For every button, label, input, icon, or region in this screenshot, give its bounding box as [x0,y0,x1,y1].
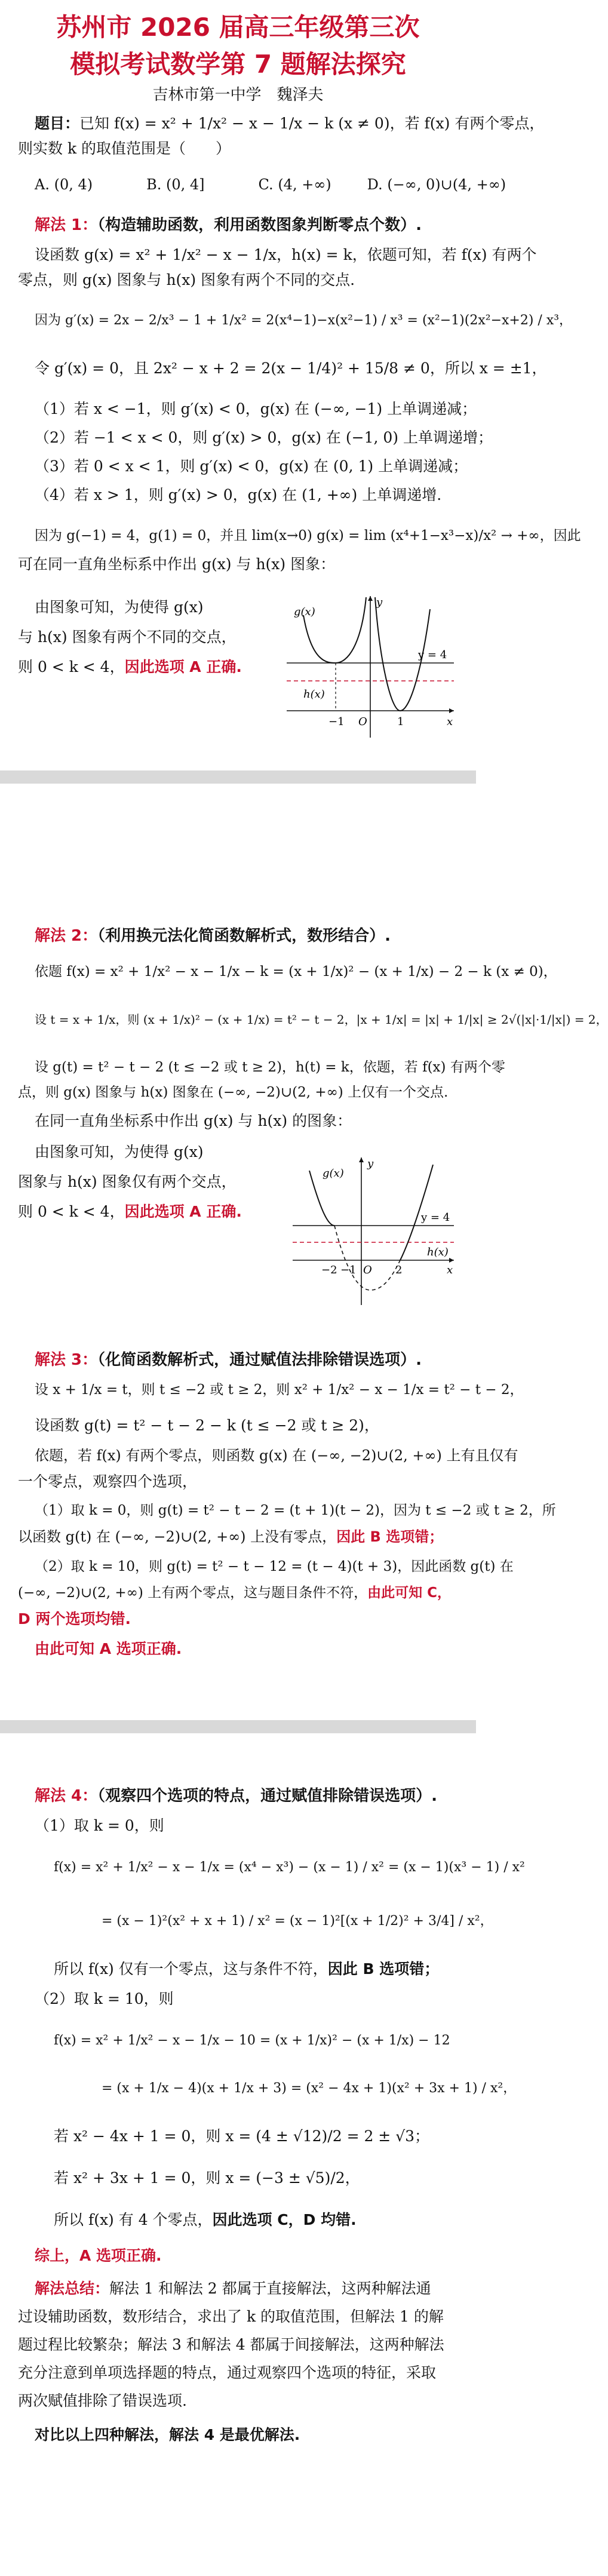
method4-line-2: f(x) = x² + 1/x² − x − 1/x = (x⁴ − x³) − (x − 1) / x² = (x − 1)(x³ − 1) / x² [54,1860,525,1875]
method4-line-7: = (x + 1/x − 4)(x + 1/x + 3) = (x² − 4x + 1)(x² + 3x + 1) / x²， [102,2081,517,2096]
method4-line-4 [54,1959,496,1979]
method3-line-6 [18,1527,460,1547]
method1-line-3: 因为 g′(x) = 2x − 2/x³ − 1 + 1/x² = 2(x⁴−1)−x(x²−1) / x³ = (x²−1)(2x²−x+2) / x³， [35,313,573,328]
doc-title-line1: 苏州市 2026 届高三年级第三次 [56,13,420,42]
method2-graph [287,1153,460,1308]
author-line: 吉林市第一中学 魏泽夫 [152,86,324,104]
graph2-y-label: y [367,1157,374,1170]
method1-line-4: 令 g′(x) = 0，且 2x² − x + 2 = 2(x − 1/4)² + 15/8 ≠ 0，所以 x = ±1， [35,360,547,377]
choice-d: D. (−∞, 0)∪(4, +∞) [367,176,506,193]
summary-line-5: 两次赋值排除了错误选项. [18,2392,187,2409]
method3-line-3: 依题，若 f(x) 有两个零点，则函数 g(x) 在 (−∞, −2)∪(2, +∞) 上有且仅有 [35,1447,518,1464]
summary-line-1 [35,2279,477,2299]
method3-line-8 [18,1583,460,1603]
graph2-g-label: g(x) [323,1167,344,1180]
method3-line-8a: (−∞, −2)∪(2, +∞) 上有两个零点，这与题目条件不符， [18,1585,368,1601]
method1-title-red: 解法 1： [35,216,98,234]
method1-case-4: （4）若 x > 1，则 g′(x) > 0，g(x) 在 (1, +∞) 上单调递增. [35,486,442,503]
method4-exclude-cd: 因此选项 C，D 均错. [212,2211,357,2228]
graph1-y4-label: y = 4 [418,649,447,661]
graph1-x-label: x [447,716,453,728]
method3-line-7: （2）取 k = 10，则 g(t) = t² − t − 12 = (t − 4)(t + 3)，因此函数 g(t) 在 [35,1559,514,1574]
method4-heading [35,1786,437,1806]
graph2-minus2: −2 [321,1264,337,1276]
method2-line-3: 设 g(t) = t² − t − 2 (t ≤ −2 或 t ≥ 2)，h(t) = k，依题，若 f(x) 有两个零 [35,1060,505,1075]
method4-line-9: 若 x² + 3x + 1 = 0，则 x = (−3 ± √5)/2， [54,2169,360,2187]
method3-line-2: 设函数 g(t) = t² − t − 2 − k (t ≤ −2 或 t ≥ 2)， [35,1417,379,1434]
method3-line-5: （1）取 k = 0，则 g(t) = t² − t − 2 = (t + 1)(t − 2)，因为 t ≤ −2 或 t ≥ 2，所 [35,1503,556,1518]
method2-heading [35,926,391,946]
graph2-y4-label: y = 4 [421,1211,450,1224]
method3-line-9: D 两个选项均错. [18,1610,131,1628]
method2-line-7: 图象与 h(x) 图象仅有两个交点， [18,1173,237,1190]
problem-choices [35,174,506,195]
graph1-origin: O [358,716,367,728]
graph2-h-label: h(x) [427,1246,449,1258]
method2-line-5: 在同一直角坐标系中作出 g(x) 与 h(x) 的图象： [35,1112,352,1129]
problem-text-1: 已知 f(x) = x² + 1/x² − x − 1/x − k (x ≠ 0)，若 f(x) 有两个零点， [79,115,545,132]
method1-case-1: （1）若 x < −1，则 g′(x) < 0，g(x) 在 (−∞, −1) 上单调递减； [35,400,477,417]
method1-heading [35,215,422,235]
method1-line-9a: 则 0 < k < 4， [18,658,125,676]
method3-conclusion: 由此可知 A 选项正确. [35,1640,182,1657]
summary-final: 对比以上四种解法，解法 4 是最优解法. [35,2426,300,2443]
graph1-y-label: y [376,596,383,609]
method2-line-2: 设 t = x + 1/x，则 (x + 1/x)² − (x + 1/x) = t² − t − 2，|x + 1/x| = |x| + 1/|x| ≥ 2√(|x|·1/|x|) = 2， [35,1012,608,1027]
choice-c: C. (4, +∞) [258,176,331,193]
problem-line-1 [35,113,545,134]
graph2-two: 2 [395,1264,403,1276]
method4-conclusion: 综上，A 选项正确. [35,2247,162,2264]
method4-line-6: f(x) = x² + 1/x² − x − 1/x − 10 = (x + 1/x)² − (x + 1/x) − 12 [54,2033,450,2048]
method2-line-6: 由图象可知，为使得 g(x) [35,1143,204,1160]
method4-line-10 [54,2210,496,2230]
method4-title-red: 解法 4： [35,1787,98,1805]
method4-line-10a: 所以 f(x) 有 4 个零点， [54,2211,213,2228]
method3-title-red: 解法 3： [35,1351,98,1369]
summary-text-1: 解法 1 和解法 2 都属于直接解法，这两种解法通 [109,2280,431,2297]
method3-exclude-c: 由此可知 C， [367,1585,452,1601]
graph1-minus1: −1 [328,716,345,728]
method1-case-3: （3）若 0 < x < 1，则 g′(x) < 0，g(x) 在 (0, 1) 上单调递减； [35,458,468,475]
method3-title-black: （化简函数解析式，通过赋值法排除错误选项）. [97,1351,422,1369]
method3-line-4: 一个零点，观察四个选项， [18,1473,198,1490]
choice-a: A. (0, 4) [35,176,93,193]
graph2-origin: O [363,1264,372,1276]
method2-conclusion: 因此选项 A 正确. [124,1203,242,1220]
method3-line-1: 设 x + 1/x = t，则 t ≤ −2 或 t ≥ 2，则 x² + 1/x² − x − 1/x = t² − t − 2， [35,1382,524,1398]
graph1-one: 1 [397,716,404,728]
method2-line-4: 点，则 g(x) 图象与 h(x) 图象在 (−∞, −2)∪(2, +∞) 上仅有一个交点. [18,1085,449,1100]
method1-line-6: 可在同一直角坐标系中作出 g(x) 与 h(x) 图象： [18,555,336,573]
method3-exclude-b: 因此 B 选项错； [336,1528,444,1545]
method1-line-1: 设函数 g(x) = x² + 1/x² − x − 1/x，h(x) = k，依题可知，若 f(x) 有两个 [35,246,537,263]
choice-b: B. (0, 4] [146,176,205,193]
method4-title-black: （观察四个选项的特点，通过赋值排除错误选项）. [97,1787,438,1805]
method3-line-6a: 以函数 g(t) 在 (−∞, −2)∪(2, +∞) 上没有零点， [18,1528,337,1545]
doc-title-line2: 模拟考试数学第 7 题解法探究 [70,50,406,79]
method4-exclude-b: 因此 B 选项错； [327,1960,440,1978]
method2-line-1: 依题 f(x) = x² + 1/x² − x − 1/x − k = (x + 1/x)² − (x + 1/x) − 2 − k (x ≠ 0)， [35,964,557,980]
method4-line-8: 若 x² − 4x + 1 = 0，则 x = (4 ± √12)/2 = 2 ± √3； [54,2127,430,2145]
method1-line-2: 零点，则 g(x) 图象与 h(x) 图象有两个不同的交点. [18,271,355,288]
graph1-h-label: h(x) [303,688,325,701]
method3-heading [35,1350,422,1370]
method4-line-4a: 所以 f(x) 仅有一个零点，这与条件不符， [54,1960,328,1978]
summary-label: 解法总结： [35,2280,110,2297]
problem-line-2: 则实数 k 的取值范围是（ ） [18,140,231,157]
summary-line-4: 充分注意到单项选择题的特点，通过观察四个选项的特征，采取 [18,2364,437,2381]
section-divider-1 [0,770,476,784]
summary-line-2: 过设辅助函数，数形结合，求出了 k 的取值范围，但解法 1 的解 [18,2308,444,2325]
graph2-x-label: x [447,1264,453,1276]
method2-title-red: 解法 2： [35,927,98,945]
method2-line-8a: 则 0 < k < 4， [18,1203,125,1220]
problem-label: 题目： [35,115,80,132]
method1-case-2: （2）若 −1 < x < 0，则 g′(x) > 0，g(x) 在 (−1, 0) 上单调递增； [35,429,493,446]
method2-title-black: （利用换元法化简函数解析式，数形结合）. [97,927,391,945]
method4-line-1: （1）取 k = 0，则 [35,1817,164,1834]
method1-title-black: （构造辅助函数，利用函数图象判断零点个数）. [97,216,422,234]
graph1-g-label: g(x) [294,606,315,618]
method1-line-5: 因为 g(−1) = 4，g(1) = 0，并且 lim(x→0) g(x) = lim (x⁴+1−x³−x)/x² → +∞，因此 [35,528,581,544]
method1-line-7: 由图象可知，为使得 g(x) [35,598,204,616]
summary-line-3: 题过程比较繁杂；解法 3 和解法 4 都属于间接解法，这两种解法 [18,2336,444,2353]
graph2-minus1: −1 [340,1264,357,1276]
method4-line-3: = (x − 1)²(x² + x + 1) / x² = (x − 1)²[(x + 1/2)² + 3/4] / x²， [102,1914,493,1929]
section-divider-2 [0,1720,476,1733]
method1-line-8: 与 h(x) 图象有两个不同的交点， [18,628,237,646]
method1-conclusion: 因此选项 A 正确. [124,658,242,676]
method4-line-5: （2）取 k = 10，则 [35,1990,174,2007]
method1-graph [281,591,460,741]
